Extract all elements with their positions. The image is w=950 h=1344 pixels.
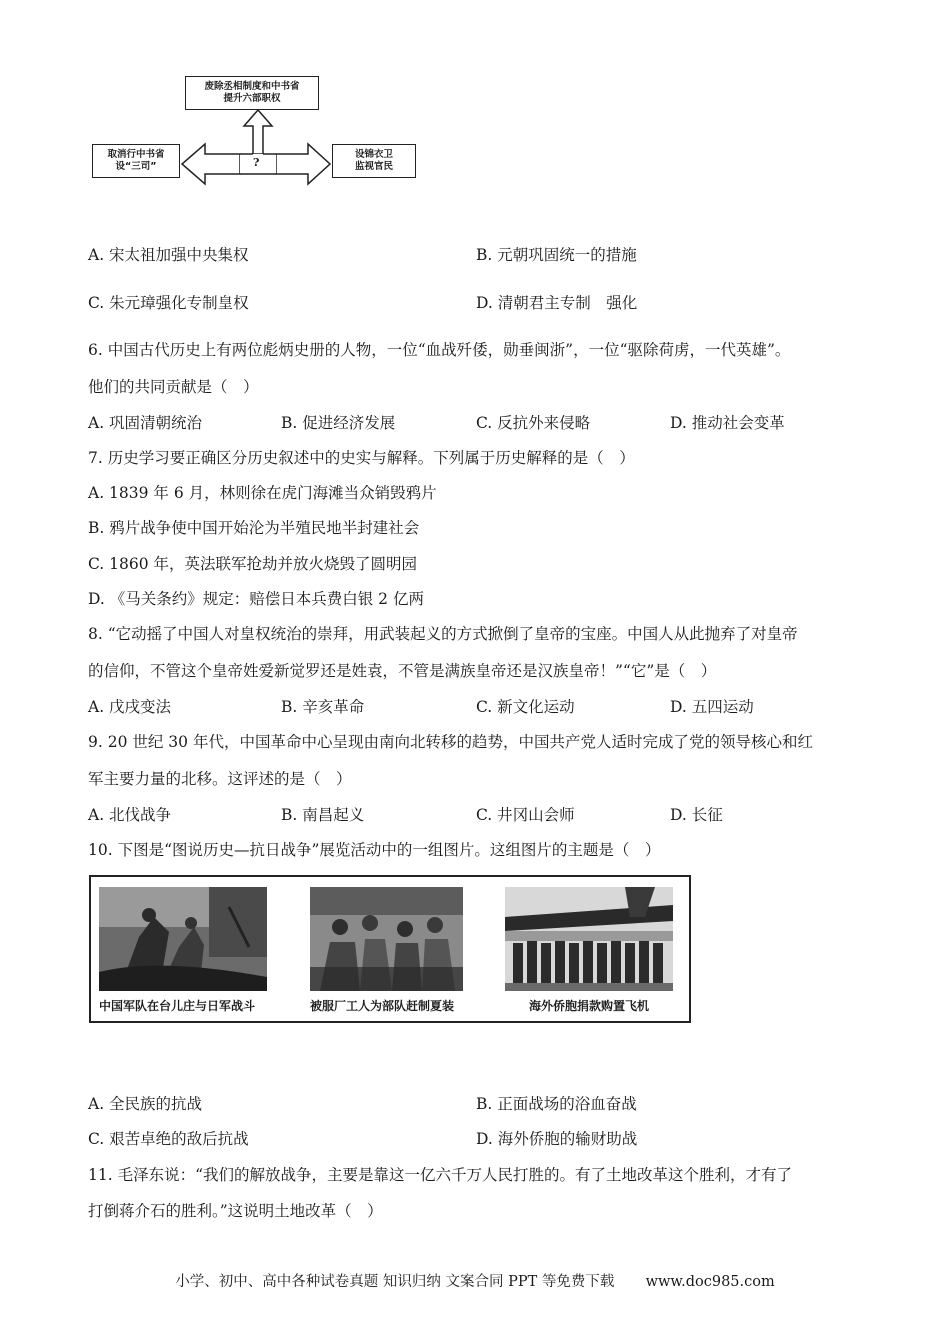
q11-stem-line1: 11. 毛泽东说：“我们的解放战争，主要是靠这一亿六千万人民打胜的。有了土地改革这个胜利，才有了 xyxy=(88,1166,793,1184)
diagram-right-text: 设锦衣卫 监视官民 xyxy=(354,149,393,172)
q8-option-b: B. 辛亥革命 xyxy=(281,698,365,716)
q7-option-d: D. 《马关条约》规定：赔偿日本兵费白银 2 亿两 xyxy=(88,590,424,608)
q10-photo-panel xyxy=(89,875,691,1023)
diagram-right-box xyxy=(332,144,416,178)
q9-option-b: B. 南昌起义 xyxy=(281,806,365,824)
q6-stem-line1: 6. 中国古代历史上有两位彪炳史册的人物，一位“血战歼倭，勋垂闽浙”，一位“驱除荷虏，一代英雄”。 xyxy=(88,341,791,359)
photo-caption-2: 被服厂工人为部队赶制夏装 xyxy=(310,999,455,1013)
q8-stem-line2: 的信仰，不管这个皇帝姓爱新觉罗还是姓袁，不管是满族皇帝还是汉族皇帝！”“它”是（ ） xyxy=(88,662,717,680)
photo-caption-3: 海外侨胞捐款购置飞机 xyxy=(529,999,650,1013)
q9-option-c: C. 井冈山会师 xyxy=(476,806,575,824)
q6-stem-line2: 他们的共同贡献是（ ） xyxy=(88,378,259,396)
q8-option-a: A. 戊戌变法 xyxy=(88,698,172,716)
q10-option-a: A. 全民族的抗战 xyxy=(88,1095,203,1113)
q8-option-d: D. 五四运动 xyxy=(670,698,754,716)
q9-stem-line1: 9. 20 世纪 30 年代，中国革命中心呈现由南向北转移的趋势，中国共产党人适时完成了党的领导核心和红 xyxy=(88,733,813,751)
photo-taierzhuang-battle xyxy=(99,887,267,991)
q10-option-b: B. 正面战场的浴血奋战 xyxy=(476,1095,637,1113)
q5-option-c: C. 朱元璋强化专制皇权 xyxy=(88,294,249,312)
q9-option-d: D. 长征 xyxy=(670,806,723,824)
q7-option-c: C. 1860 年，英法联军抢劫并放火烧毁了圆明园 xyxy=(88,555,418,573)
q10-option-c: C. 艰苦卓绝的敌后抗战 xyxy=(88,1130,249,1148)
diagram-top-text: 废除丞相制度和中书省 提升六部职权 xyxy=(204,81,300,104)
q7-option-a: A. 1839 年 6 月，林则徐在虎门海滩当众销毁鸦片 xyxy=(88,484,437,502)
photo-overseas-aircraft xyxy=(505,887,673,991)
photo-uniform-factory xyxy=(310,887,463,991)
photo-caption-1: 中国军队在台儿庄与日军战斗 xyxy=(99,999,256,1013)
q9-stem-line2: 军主要力量的北移。这评述的是（ ） xyxy=(88,770,352,788)
q8-stem-line1: 8. “它动摇了中国人对皇权统治的崇拜，用武装起义的方式掀倒了皇帝的宝座。中国人从此抛弃了对皇帝 xyxy=(88,625,798,643)
footer-text: 小学、初中、高中各种试卷真题 知识归纳 文案合同 PPT 等免费下载 xyxy=(175,1274,615,1290)
diagram-question-mark: ? xyxy=(253,156,260,169)
q8-option-c: C. 新文化运动 xyxy=(476,698,575,716)
q7-stem: 7. 历史学习要正确区分历史叙述中的史实与解释。下列属于历史解释的是（ ） xyxy=(88,449,635,467)
q6-option-a: A. 巩固清朝统治 xyxy=(88,414,203,432)
q6-option-b: B. 促进经济发展 xyxy=(281,414,396,432)
q7-option-b: B. 鸦片战争使中国开始沦为半殖民地半封建社会 xyxy=(88,519,420,537)
q6-option-c: C. 反抗外来侵略 xyxy=(476,414,591,432)
q5-option-d: D. 清朝君主专制 强化 xyxy=(476,294,638,312)
q10-option-d: D. 海外侨胞的输财助战 xyxy=(476,1130,638,1148)
q5-option-a: A. 宋太祖加强中央集权 xyxy=(88,246,249,264)
q5-option-b: B. 元朝巩固统一的措施 xyxy=(476,246,637,264)
diagram-left-text: 取消行中书省 设“三司” xyxy=(107,149,165,172)
ming-reform-diagram xyxy=(90,74,420,190)
q9-option-a: A. 北伐战争 xyxy=(88,806,172,824)
q6-option-d: D. 推动社会变革 xyxy=(670,414,785,432)
q11-stem-line2: 打倒蒋介石的胜利。”这说明土地改革（ ） xyxy=(88,1202,383,1220)
diagram-top-box xyxy=(185,76,319,110)
q10-stem: 10. 下图是“图说历史—抗日战争”展览活动中的一组图片。这组图片的主题是（ ） xyxy=(88,841,661,859)
diagram-left-box xyxy=(92,144,180,178)
footer-url[interactable]: www.doc985.com xyxy=(645,1274,775,1290)
page-footer xyxy=(0,1270,950,1291)
